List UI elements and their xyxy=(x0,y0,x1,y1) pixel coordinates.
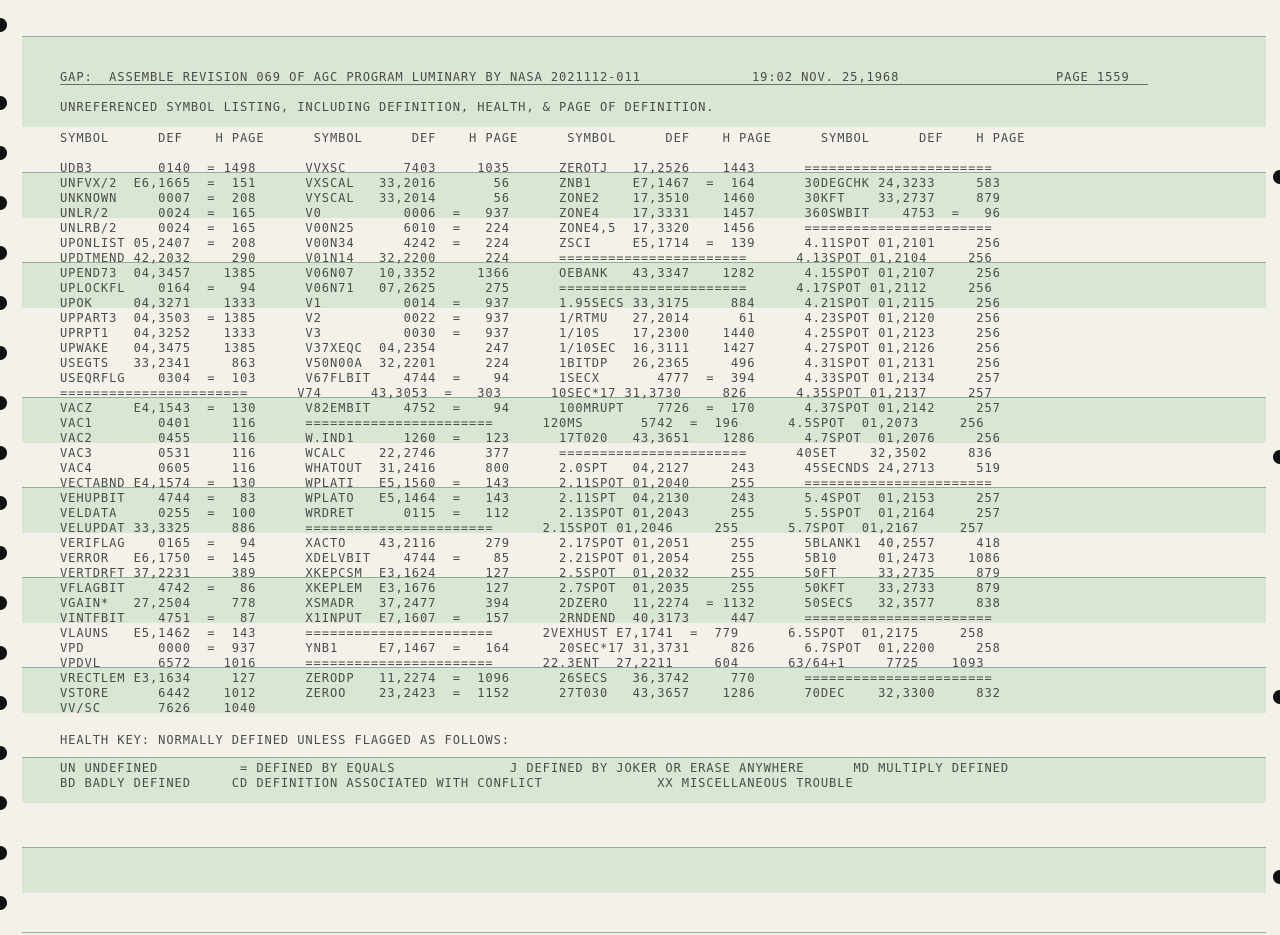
table-row: UNFVX/2 E6,1665 = 151 VXSCAL 33,2016 56 ZNB1 E7,1467 = 164 30DEGCHK 24,3233 583 xyxy=(60,176,1001,190)
table-row: VERTDRFT 37,2231 389 XKEPCSM E3,1624 127 2.5SPOT 01,2032 255 50FT 33,2735 879 xyxy=(60,566,1001,580)
table-row: VACZ E4,1543 = 130 V82EMBIT 4752 = 94 100MRUPT 7726 = 170 4.37SPOT 01,2142 257 xyxy=(60,401,1001,415)
table-row: VAC2 0455 116 W.IND1 1260 = 123 17T020 43,3651 1286 4.7SPOT 01,2076 256 xyxy=(60,431,1001,445)
tractor-hole xyxy=(1273,690,1280,704)
table-row: VECTABND E4,1574 = 130 WPLATI E5,1560 = 143 2.11SPOT 01,2040 255 ======================= xyxy=(60,476,993,490)
listing-subtitle: UNREFERENCED SYMBOL LISTING, INCLUDING DEFINITION, HEALTH, & PAGE OF DEFINITION. xyxy=(60,100,715,114)
table-row: UPONLIST 05,2407 = 208 V00N34 4242 = 224 ZSCI E5,1714 = 139 4.11SPOT 01,2101 256 xyxy=(60,236,1001,250)
health-key-title: HEALTH KEY: NORMALLY DEFINED UNLESS FLAGGED AS FOLLOWS: xyxy=(60,733,510,747)
table-row: VV/SC 7626 1040 xyxy=(60,701,257,715)
header-title: GAP: ASSEMBLE REVISION 069 OF AGC PROGRAM LUMINARY BY NASA 2021112-011 xyxy=(60,70,641,84)
table-row: VEHUPBIT 4744 = 83 WPLATO E5,1464 = 143 2.11SPT 04,2130 243 5.4SPOT 01,2153 257 xyxy=(60,491,1001,505)
table-row: UPWAKE 04,3475 1385 V37XEQC 04,2354 247 1/10SEC 16,3111 1427 4.27SPOT 01,2126 256 xyxy=(60,341,1001,355)
tractor-hole xyxy=(0,496,7,510)
table-row: VERROR E6,1750 = 145 XDELVBIT 4744 = 85 2.21SPOT 01,2054 255 5B10 01,2473 1086 xyxy=(60,551,1001,565)
table-row: VELUPDAT 33,3325 886 ======================= 2.15SPOT 01,2046 255 5.7SPOT 01,2167 257 xyxy=(60,521,985,535)
band-rule xyxy=(22,932,1266,933)
table-row: VAC3 0531 116 WCALC 22,2746 377 ======================= 40SET 32,3502 836 xyxy=(60,446,993,460)
tractor-hole xyxy=(0,596,7,610)
tractor-hole xyxy=(0,346,7,360)
green-bar xyxy=(22,847,1266,893)
table-row: USEQRFLG 0304 = 103 V67FLBIT 4744 = 94 1SECX 4777 = 394 4.33SPOT 01,2134 257 xyxy=(60,371,1001,385)
table-row: USEGTS 33,2341 863 V50N00A 32,2201 224 1BITDP 26,2365 496 4.31SPOT 01,2131 256 xyxy=(60,356,1001,370)
table-row: VAC1 0401 116 ======================= 120MS 5742 = 196 4.5SPOT 01,2073 256 xyxy=(60,416,985,430)
table-row: ======================= V74 43,3053 = 303 10SEC*17 31,3730 826 4.35SPOT 01,2137 257 xyxy=(60,386,993,400)
tractor-hole xyxy=(0,546,7,560)
tractor-hole xyxy=(0,146,7,160)
header-page-number: PAGE 1559 xyxy=(1056,70,1130,84)
table-row: UPDTMEND 42,2032 290 V01N14 32,2200 224 ======================= 4.13SPOT 01,2104 256 xyxy=(60,251,993,265)
table-row: VERIFLAG 0165 = 94 XACTO 43,2116 279 2.17SPOT 01,2051 255 5BLANK1 40,2557 418 xyxy=(60,536,1001,550)
health-key-line: UN UNDEFINED = DEFINED BY EQUALS J DEFINED BY JOKER OR ERASE ANYWHERE MD MULTIPLY DEFINED xyxy=(60,761,1010,775)
tractor-hole xyxy=(0,296,7,310)
table-row: VAC4 0605 116 WHATOUT 31,2416 800 2.0SPT 04,2127 243 45SECNDS 24,2713 519 xyxy=(60,461,1001,475)
tractor-hole xyxy=(0,18,7,32)
tractor-hole xyxy=(0,796,7,810)
table-row: VELDATA 0255 = 100 WRDRET 0115 = 112 2.13SPOT 01,2043 255 5.5SPOT 01,2164 257 xyxy=(60,506,1001,520)
table-row: VLAUNS E5,1462 = 143 ======================= 2VEXHUST E7,1741 = 779 6.5SPOT 01,2175 258 xyxy=(60,626,985,640)
table-row: VFLAGBIT 4742 = 86 XKEPLEM E3,1676 127 2.7SPOT 01,2035 255 50KFT 33,2733 879 xyxy=(60,581,1001,595)
tractor-hole xyxy=(0,896,7,910)
tractor-hole xyxy=(0,846,7,860)
table-row: VPD 0000 = 937 YNB1 E7,1467 = 164 20SEC*17 31,3731 826 6.7SPOT 01,2200 258 xyxy=(60,641,1001,655)
table-row: UPPART3 04,3503 = 1385 V2 0022 = 937 1/RTMU 27,2014 61 4.23SPOT 01,2120 256 xyxy=(60,311,1001,325)
table-row: VINTFBIT 4751 = 87 X1INPUT E7,1607 = 157 2RNDEND 40,3173 447 ======================= xyxy=(60,611,993,625)
header-underline xyxy=(60,84,1148,85)
header-timestamp: 19:02 NOV. 25,1968 xyxy=(752,70,900,84)
table-row: UPOK 04,3271 1333 V1 0014 = 937 1.95SECS 33,3175 884 4.21SPOT 01,2115 256 xyxy=(60,296,1001,310)
tractor-hole xyxy=(0,646,7,660)
table-row: UPLOCKFL 0164 = 94 V06N71 07,2625 275 ======================= 4.17SPOT 01,2112 256 xyxy=(60,281,993,295)
tractor-hole xyxy=(0,746,7,760)
table-row: UNLR/2 0024 = 165 V0 0006 = 937 ZONE4 17,3331 1457 360SWBIT 4753 = 96 xyxy=(60,206,1001,220)
table-row: VPDVL 6572 1016 ======================= 22.3ENT 27,2211 604 63/64+1 7725 1093 xyxy=(60,656,985,670)
table-row: VGAIN* 27,2504 778 XSMADR 37,2477 394 2DZERO 11,2274 = 1132 50SECS 32,3577 838 xyxy=(60,596,1001,610)
tractor-hole xyxy=(0,246,7,260)
table-row: VSTORE 6442 1012 ZEROO 23,2423 = 1152 27T030 43,3657 1286 70DEC 32,3300 832 xyxy=(60,686,1001,700)
table-row: VRECTLEM E3,1634 127 ZERODP 11,2274 = 1096 26SECS 36,3742 770 ======================= xyxy=(60,671,993,685)
tractor-hole xyxy=(1273,870,1280,884)
tractor-hole xyxy=(0,396,7,410)
table-row: UNKNOWN 0007 = 208 VYSCAL 33,2014 56 ZONE2 17,3510 1460 30KFT 33,2737 879 xyxy=(60,191,1001,205)
table-row: UPRPT1 04,3252 1333 V3 0030 = 937 1/10S 17,2300 1440 4.25SPOT 01,2123 256 xyxy=(60,326,1001,340)
health-key-line: BD BADLY DEFINED CD DEFINITION ASSOCIATED WITH CONFLICT XX MISCELLANEOUS TROUBLE xyxy=(60,776,854,790)
tractor-hole xyxy=(0,446,7,460)
tractor-hole xyxy=(0,196,7,210)
table-row: UNLRB/2 0024 = 165 V00N25 6010 = 224 ZONE4,5 17,3320 1456 ======================= xyxy=(60,221,993,235)
table-row: UPEND73 04,3457 1385 V06N07 10,3352 1366 OEBANK 43,3347 1282 4.15SPOT 01,2107 256 xyxy=(60,266,1001,280)
column-headers: SYMBOL DEF H PAGE SYMBOL DEF H PAGE SYMBOL DEF H PAGE SYMBOL DEF H PAGE xyxy=(60,131,1026,145)
tractor-hole xyxy=(0,96,7,110)
tractor-hole xyxy=(1273,450,1280,464)
table-row: UDB3 0140 = 1498 VVXSC 7403 1035 ZEROTJ 17,2526 1443 ======================= xyxy=(60,161,993,175)
tractor-hole xyxy=(0,696,7,710)
tractor-hole xyxy=(1273,170,1280,184)
